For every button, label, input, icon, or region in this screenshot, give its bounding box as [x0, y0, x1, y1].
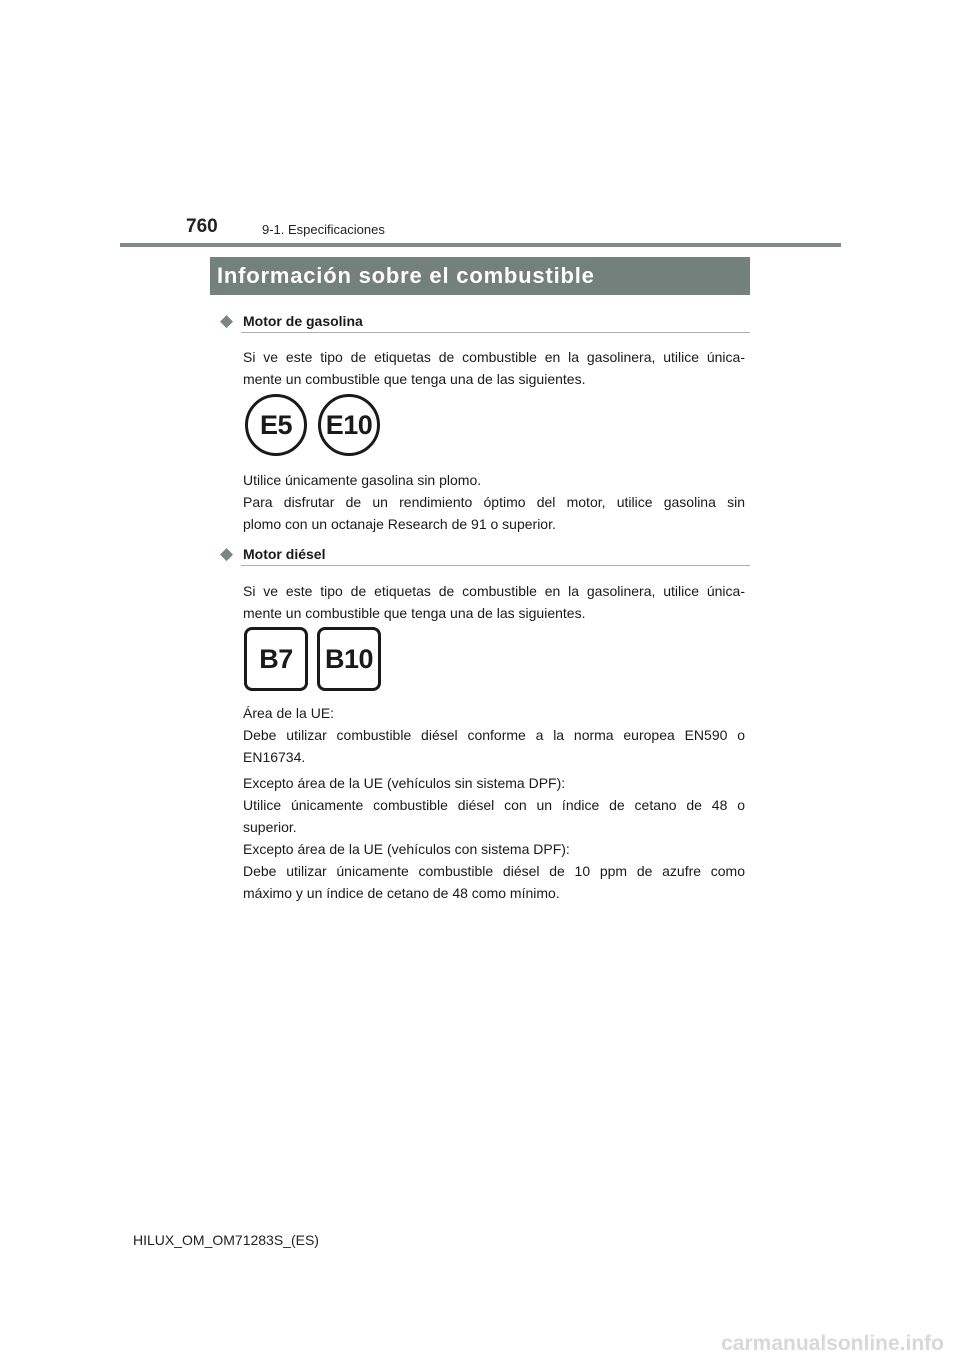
gasoline-intro-line: Si ve este tipo de etiquetas de combustible en la gasolinera, utilice única- — [243, 349, 745, 365]
diamond-icon: ◆ — [220, 311, 234, 330]
diesel-dpf-line: máximo y un índice de cetano de 48 como mínimo. — [243, 885, 560, 901]
gasoline-heading — [220, 311, 750, 331]
gasoline-note-line: Para disfrutar de un rendimiento óptimo del motor, utilice gasolina sin — [243, 494, 745, 510]
gasoline-intro-line: mente un combustible que tenga una de las siguientes. — [243, 371, 586, 387]
fuel-label-b10: B10 — [317, 627, 381, 691]
header-divider — [120, 243, 841, 247]
diesel-eu-note — [243, 702, 745, 768]
fuel-label-e5: E5 — [245, 394, 307, 456]
gasoline-note-line: Utilice únicamente gasolina sin plomo. — [243, 472, 482, 488]
fuel-label-e10: E10 — [318, 394, 380, 456]
gasoline-note-line: plomo con un octanaje Research de 91 o superior. — [243, 516, 556, 532]
diesel-nodpf-line: Excepto área de la UE (vehículos sin sistema DPF): — [243, 775, 566, 791]
diesel-eu-line: Área de la UE: — [243, 705, 335, 721]
diesel-nodpf-line: superior. — [243, 819, 297, 835]
gasoline-intro — [243, 346, 745, 390]
heading-divider — [241, 332, 750, 333]
section-label: 9-1. Especificaciones — [262, 222, 385, 237]
diesel-dpf-line: Debe utilizar únicamente combustible diésel de 10 ppm de azufre como — [243, 863, 745, 879]
diesel-dpf-note — [243, 838, 745, 904]
diesel-intro-line: mente un combustible que tenga una de las siguientes. — [243, 605, 586, 621]
page-title: Información sobre el combustible — [210, 257, 750, 295]
diesel-nodpf-note — [243, 772, 745, 838]
diesel-intro-line: Si ve este tipo de etiquetas de combustible en la gasolinera, utilice única- — [243, 583, 745, 599]
diesel-nodpf-line: Utilice únicamente combustible diésel con un índice de cetano de 48 o — [243, 797, 745, 813]
page-header — [0, 0, 960, 250]
heading-divider — [241, 565, 750, 566]
gasoline-note — [243, 469, 745, 535]
diesel-intro — [243, 580, 745, 624]
page-number: 760 — [186, 216, 218, 237]
document-code: HILUX_OM_OM71283S_(ES) — [133, 1232, 319, 1248]
diesel-eu-line: EN16734. — [243, 749, 306, 765]
diesel-heading-text: Motor diésel — [243, 546, 326, 562]
gasoline-heading-text: Motor de gasolina — [243, 313, 363, 329]
diesel-eu-line: Debe utilizar combustible diésel conforme a la norma europea EN590 o — [243, 727, 745, 743]
fuel-label-b7: B7 — [244, 627, 308, 691]
watermark: carmanualsonline.info — [721, 1332, 944, 1355]
diamond-icon: ◆ — [220, 544, 234, 563]
diesel-dpf-line: Excepto área de la UE (vehículos con sistema DPF): — [243, 841, 570, 857]
diesel-heading — [220, 544, 750, 564]
